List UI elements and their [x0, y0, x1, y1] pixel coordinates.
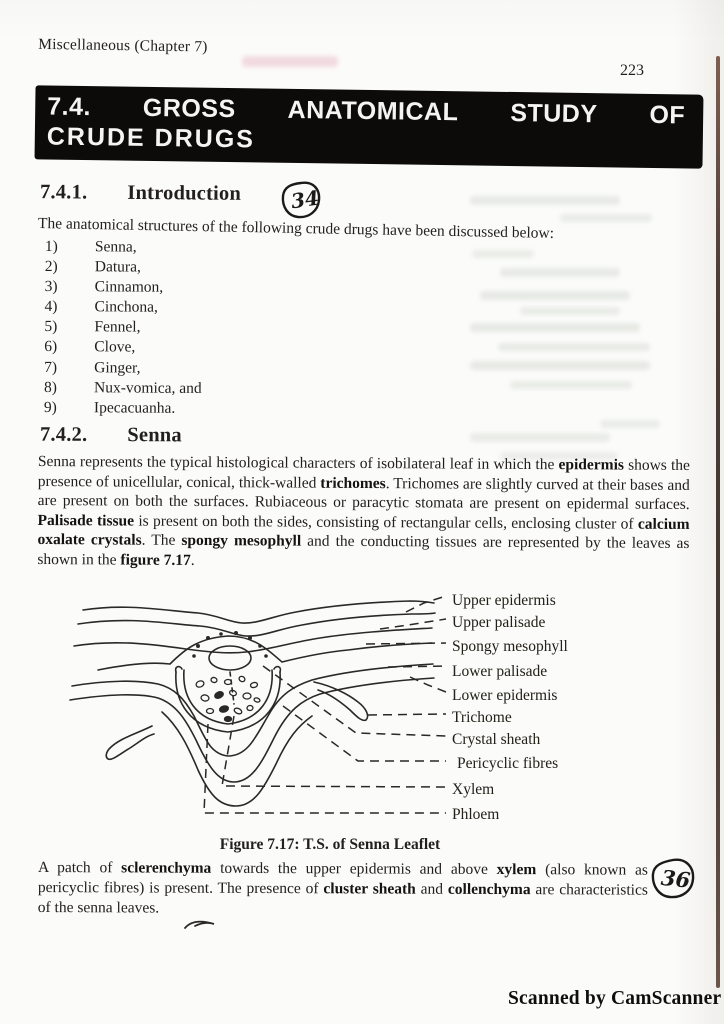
upper-epidermis-line: [83, 601, 434, 623]
list-item: 3) Cinnamon,: [44, 278, 164, 296]
bleedthrough-smudge: [470, 323, 640, 332]
trichome-left: [106, 726, 154, 759]
handwritten-circle-mark: [280, 180, 322, 224]
bleedthrough-smudge: [470, 196, 620, 205]
handwritten-circle-mark: [650, 857, 696, 905]
senna-heading-number: 7.4.2.: [39, 423, 88, 446]
figure-label-upper-palisade: Upper palisade: [452, 614, 546, 631]
bleedthrough-smudge: [560, 214, 652, 222]
oval-to-cluster-dashes: [230, 672, 234, 704]
vascular-cluster-cells: [195, 675, 260, 721]
figure-label-upper-epidermis: Upper epidermis: [452, 592, 556, 609]
intro-heading: [40, 181, 241, 206]
sheath-hook-left: [176, 667, 182, 672]
pen-squiggle-mark: [183, 918, 219, 937]
senna-heading: [40, 424, 182, 448]
list-item: 4) Cinchona,: [44, 298, 158, 316]
scanner-credit: Scanned by CamScanner: [508, 988, 722, 1009]
leader-upper-palisade: [380, 619, 446, 629]
section-banner: [35, 85, 704, 168]
midrib-bump-outline: [98, 636, 432, 670]
figure-labels: [452, 592, 568, 823]
list-item: 5) Fennel,: [44, 318, 141, 336]
running-title: Miscellaneous (Chapter 7): [38, 35, 208, 56]
bleedthrough-smudge: [600, 420, 660, 428]
leader-trichome: [368, 714, 446, 715]
figure-label-phloem: Phloem: [452, 806, 500, 823]
leader-lower-epidermis: [410, 677, 446, 692]
senna-paragraph: Senna represents the typical histological characters of isobilateral leaf in which the epidermis shows the presence of unicellular, conical, thick-walled trichomes. Trichomes are slightly curved at their bases and are present on both the surfaces. Rubiaceous or paracytic stomata are present on epidermal surfaces. Palisade tissue is present on both the sides, consisting of rectangular cells, enclosing cluster of calcium oxalate crystals. The spongy mesophyll and the conducting tissues are represented by the leaves as shown in the figure 7.17.: [37, 452, 690, 569]
banner-word: GROSS: [142, 93, 236, 124]
midrib-outer-line: [162, 712, 312, 806]
list-item: 8) Nux-vomica, and: [44, 378, 202, 397]
leaf-section-drawing: [58, 586, 710, 834]
trichome-right: [314, 682, 368, 720]
figure-label-crystal-sheath: Crystal sheath: [452, 731, 541, 748]
senna-heading-title: Senna: [127, 424, 182, 447]
figure-label-lower-palisade: Lower palisade: [452, 663, 548, 680]
xylem-oval: [209, 646, 251, 670]
bleedthrough-smudge: [500, 268, 620, 277]
bleedthrough-smudge: [480, 291, 630, 300]
leader-xylem: [222, 716, 446, 787]
intro-heading-number: 7.4.1.: [39, 181, 88, 204]
intro-heading-title: Introduction: [127, 181, 242, 205]
leader-upper-epidermis: [406, 596, 446, 612]
running-header: [38, 35, 368, 72]
list-item: 1) Senna,: [44, 237, 137, 256]
handwritten-number: 34: [289, 185, 321, 214]
list-item: 6) Clove,: [44, 338, 136, 357]
figure-label-lower-epidermis: Lower epidermis: [452, 687, 558, 704]
bleedthrough-smudge: [498, 343, 650, 351]
closing-paragraph: A patch of sclerenchyma towards the upper epidermis and above xylem (also known as pericyclic fibres) is present. The presence of cluster sheath and collenchyma are characteristics of the senna leaves.: [37, 859, 648, 917]
banner-word: OF: [649, 100, 686, 130]
list-item: 7) Ginger,: [44, 358, 141, 377]
figure-label-xylem: Xylem: [452, 781, 495, 798]
leader-crystal-sheath: [263, 666, 446, 736]
bleedthrough-smudge: [470, 361, 650, 370]
figure-caption: Figure 7.17: T.S. of Senna Leaflet: [219, 836, 441, 853]
leader-lower-palisade: [388, 666, 446, 667]
upper-palisade-line: [78, 613, 435, 636]
figure-label-spongy-mesophyll: Spongy mesophyll: [452, 638, 568, 655]
banner-word: ANATOMICAL: [287, 95, 459, 127]
list-item: 9) Ipecacuanha.: [43, 398, 176, 417]
bleedthrough-smudge: [520, 307, 620, 315]
bleedthrough-smudge: [472, 250, 534, 258]
handwritten-number: 36: [659, 864, 692, 893]
bleedthrough-smudge: [470, 433, 610, 442]
page-edge-shadow: [716, 56, 720, 988]
figure-label-trichome: Trichome: [452, 709, 512, 726]
lower-epidermis-line: [70, 678, 434, 782]
figure-label-pericyclic-fibres: Pericyclic fibres: [457, 755, 559, 772]
crude-drug-list: [44, 237, 203, 419]
intro-lead-sentence: The anatomical structures of the following crude drugs have been discussed below:: [37, 215, 555, 242]
page-number: 223: [620, 62, 644, 79]
sheath-hook-right: [274, 667, 280, 672]
list-item: 2) Datura,: [44, 258, 141, 276]
banner-word: STUDY: [510, 98, 598, 129]
section-banner-line2: CRUDE DRUGS: [46, 122, 256, 154]
figure-ts-senna-leaflet: [58, 586, 710, 834]
bleedthrough-smudge: [510, 381, 632, 389]
section-number: 7.4.: [47, 92, 92, 122]
